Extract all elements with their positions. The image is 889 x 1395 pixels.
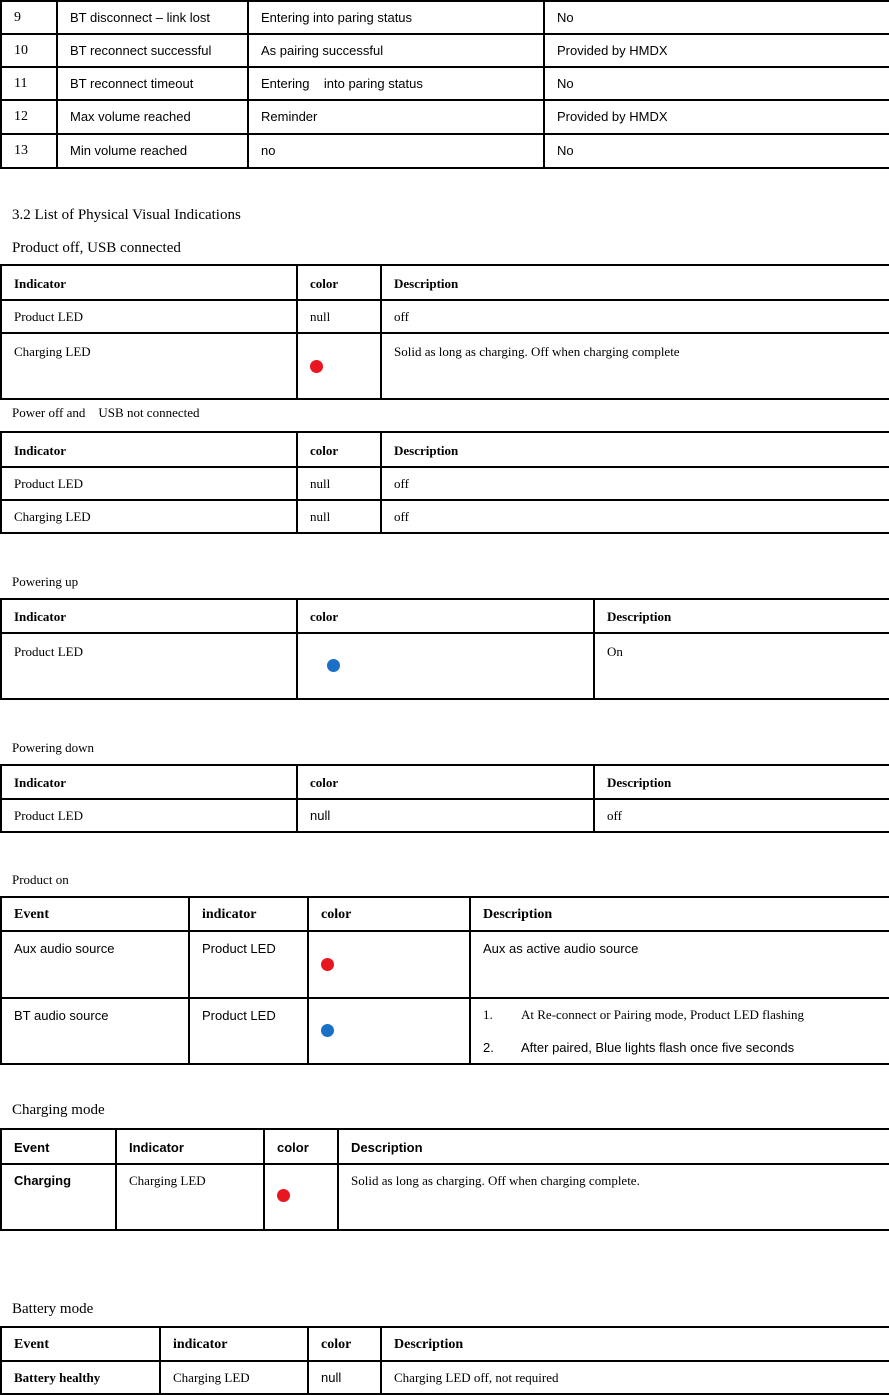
table-row <box>1 300 889 333</box>
battery-mode-table <box>0 1326 889 1395</box>
description-cell: Solid as long as charging. Off when charging complete. <box>338 1164 889 1230</box>
list-text: At Re-connect or Pairing mode, Product LED flashing <box>521 1007 805 1022</box>
event-cell: BT reconnect timeout <box>57 67 248 100</box>
list-number: 2. <box>483 1040 494 1055</box>
event-cell: Battery healthy <box>1 1361 160 1394</box>
description-cell: off <box>594 799 889 832</box>
description-list <box>483 1007 889 1055</box>
table-row <box>1 100 889 134</box>
header-description: Description <box>594 765 889 799</box>
indicator-cell: Charging LED <box>1 500 297 533</box>
header-description: Description <box>381 432 889 467</box>
table-header <box>1 599 889 633</box>
table-header <box>1 1129 889 1164</box>
indicator-cell: Product LED <box>1 467 297 500</box>
event-cell: BT reconnect successful <box>57 34 248 67</box>
indicator-cell: Charging LED <box>116 1164 264 1230</box>
header-indicator: Indicator <box>116 1129 264 1164</box>
header-description: Description <box>470 897 889 931</box>
off-usb-table <box>0 264 889 400</box>
table-row <box>1 633 889 699</box>
color-cell: null <box>297 300 381 333</box>
action-cell: As pairing successful <box>248 34 544 67</box>
red-led-swatch <box>277 1189 290 1202</box>
indicator-cell: Product LED <box>1 300 297 333</box>
event-cell: Charging <box>1 1164 116 1230</box>
header-indicator: Indicator <box>1 599 297 633</box>
row-number: 11 <box>1 67 57 100</box>
powering-up-table <box>0 598 889 700</box>
list-item <box>483 1033 889 1055</box>
battery-mode-caption: Battery mode <box>12 1301 94 1317</box>
event-cell: BT audio source <box>1 998 189 1064</box>
table-row <box>1 134 889 168</box>
description-cell: off <box>381 300 889 333</box>
list-number: 1. <box>483 1007 493 1022</box>
header-color: color <box>297 765 594 799</box>
action-cell: Reminder <box>248 100 544 134</box>
row-number: 10 <box>1 34 57 67</box>
table-row <box>1 799 889 832</box>
powering-down-table <box>0 764 889 833</box>
table-header <box>1 265 889 300</box>
event-cell: BT disconnect – link lost <box>57 1 248 34</box>
red-led-swatch <box>321 958 334 971</box>
description-cell: Solid as long as charging. Off when charging complete <box>381 333 889 399</box>
header-indicator: Indicator <box>1 432 297 467</box>
header-description: Description <box>594 599 889 633</box>
off-nousb-caption: Power off and USB not connected <box>12 405 200 420</box>
header-color: color <box>264 1129 338 1164</box>
blue-led-swatch <box>327 659 340 672</box>
header-indicator: Indicator <box>1 265 297 300</box>
table-row <box>1 1361 889 1394</box>
table-row <box>1 333 889 399</box>
table-row <box>1 1164 889 1230</box>
table-row <box>1 931 889 998</box>
description-cell: Charging LED off, not required <box>381 1361 889 1394</box>
indicator-cell: Product LED <box>1 799 297 832</box>
color-cell: null <box>297 467 381 500</box>
event-cell: Aux audio source <box>1 931 189 998</box>
color-cell <box>297 333 381 399</box>
header-color: color <box>308 1327 381 1361</box>
header-color: color <box>297 432 381 467</box>
header-description: Description <box>381 265 889 300</box>
powering-down-caption: Powering down <box>12 740 94 755</box>
table-row <box>1 998 889 1064</box>
charging-mode-table <box>0 1128 889 1231</box>
action-cell: Entering into paring status <box>248 67 544 100</box>
action-cell: no <box>248 134 544 168</box>
header-event: Event <box>1 1129 116 1164</box>
row-number: 9 <box>1 1 57 34</box>
table-row <box>1 67 889 100</box>
color-cell <box>308 931 470 998</box>
status-table <box>0 0 889 169</box>
indicator-cell: Charging LED <box>1 333 297 399</box>
indicator-cell: Product LED <box>189 931 308 998</box>
provided-cell: No <box>544 134 889 168</box>
table-header <box>1 897 889 931</box>
blue-led-swatch <box>321 1024 334 1037</box>
color-cell: null <box>297 500 381 533</box>
red-led-swatch <box>310 360 323 373</box>
description-cell: off <box>381 500 889 533</box>
product-on-caption: Product on <box>12 872 69 887</box>
list-item <box>483 1007 889 1033</box>
table-row <box>1 1 889 34</box>
header-description: Description <box>338 1129 889 1164</box>
product-on-table <box>0 896 889 1065</box>
header-color: color <box>297 265 381 300</box>
description-cell: Aux as active audio source <box>470 931 889 998</box>
action-cell: Entering into paring status <box>248 1 544 34</box>
color-cell <box>264 1164 338 1230</box>
table-row <box>1 34 889 67</box>
indicator-cell: Charging LED <box>160 1361 308 1394</box>
provided-cell: Provided by HMDX <box>544 100 889 134</box>
description-cell: off <box>381 467 889 500</box>
header-event: Event <box>1 1327 160 1361</box>
header-color: color <box>308 897 470 931</box>
provided-cell: No <box>544 1 889 34</box>
description-cell: On <box>594 633 889 699</box>
row-number: 13 <box>1 134 57 168</box>
header-indicator: indicator <box>189 897 308 931</box>
indicator-cell: Product LED <box>1 633 297 699</box>
table-header <box>1 432 889 467</box>
provided-cell: Provided by HMDX <box>544 34 889 67</box>
table-row <box>1 467 889 500</box>
powering-up-caption: Powering up <box>12 574 79 589</box>
table-header <box>1 765 889 799</box>
event-cell: Max volume reached <box>57 100 248 134</box>
event-cell: Min volume reached <box>57 134 248 168</box>
table-row <box>1 500 889 533</box>
charging-mode-caption: Charging mode <box>12 1102 105 1118</box>
color-cell: null <box>297 799 594 832</box>
off-usb-caption: Product off, USB connected <box>12 240 181 256</box>
color-cell: null <box>308 1361 381 1394</box>
header-color: color <box>297 599 594 633</box>
provided-cell: No <box>544 67 889 100</box>
table-header <box>1 1327 889 1361</box>
list-text: After paired, Blue lights flash once five seconds <box>521 1040 795 1055</box>
header-indicator: indicator <box>160 1327 308 1361</box>
header-indicator: Indicator <box>1 765 297 799</box>
row-number: 12 <box>1 100 57 134</box>
section-title: 3.2 List of Physical Visual Indications <box>12 207 241 223</box>
color-cell <box>297 633 594 699</box>
description-cell <box>470 998 889 1064</box>
indicator-cell: Product LED <box>189 998 308 1064</box>
header-description: Description <box>381 1327 889 1361</box>
color-cell <box>308 998 470 1064</box>
header-event: Event <box>1 897 189 931</box>
off-nousb-table <box>0 431 889 534</box>
